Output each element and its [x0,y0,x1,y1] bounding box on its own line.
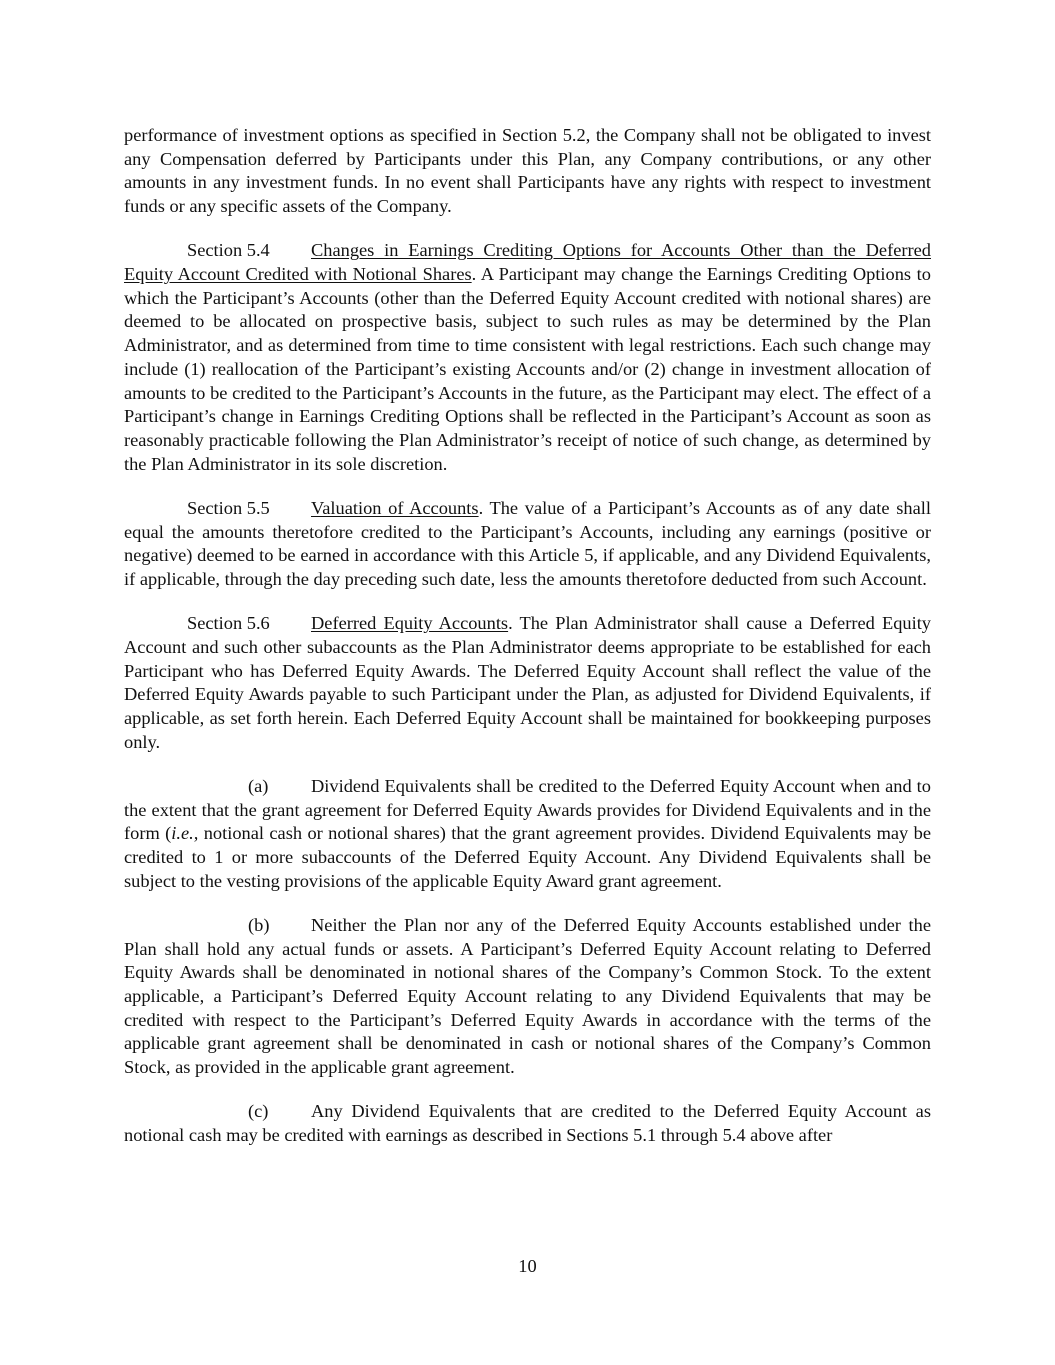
paragraph-subsection-b [124,914,931,1080]
document-page [124,124,931,1148]
paragraph-section-5-5 [124,497,931,592]
section-heading: Deferred Equity Accounts [311,613,509,634]
page-number: 10 [518,1256,537,1276]
subsection-body-cont: notional cash or notional shares) that the grant agreement provides. Dividend Equivalents may be credited to 1 or more subaccounts of the Deferred Equity Account. Any Dividend Equivalents shall be subject to the vesting provisions of the applicable Equity Award grant agreement. [124,823,931,891]
subsection-body: Neither the Plan nor any of the Deferred Equity Accounts established under the Plan shall hold any actual funds or assets. A Participant’s Deferred Equity Account relating to Deferred Equity Awards shall be denominated in notional shares of the Company’s Common Stock. To the extent applicable, a Participant’s Deferred Equity Account relating to any Dividend Equivalents that may be credited with respect to the Participant’s Deferred Equity Awards in accordance with the terms of the applicable grant agreement shall be denominated in cash or notional shares of the Company’s Common Stock, as provided in the applicable grant agreement. [124,914,931,1078]
paragraph-subsection-c [124,1100,931,1147]
paragraph-section-5-6 [124,612,931,754]
section-body: . The Plan Administrator shall cause a Deferred Equity Account and such other subaccounts as the Plan Administrator deems appropriate to be established for each Participant who has Deferred Equity Awards. The Deferred Equity Account shall reflect the value of the Deferred Equity Awards payable to such Participant under the Plan, as adjusted for Dividend Equivalents, if applicable, as set forth herein. Each Deferred Equity Account shall be maintained for bookkeeping purposes only. [124,613,932,752]
section-heading: Changes in Earnings Crediting Options for Accounts Other than the Deferred Equity Account Credited with Notional Shares [124,240,931,285]
section-label: Section 5.5 [187,497,270,518]
section-body: . The value of a Participant’s Accounts as of any date shall equal the amounts theretofore credited to the Participant’s Accounts, including any earnings (positive or negative) deemed to be earned in accordance with this Article 5, if applicable, and any Dividend Equivalents, if applicable, through the day preceding such date, less the amounts theretofore deducted from such Account. [124,497,931,589]
subsection-label: (a) [248,775,269,796]
subsection-label: (b) [248,914,270,935]
paragraph-section-5-4 [124,239,931,476]
section-body: . A Participant may change the Earnings Crediting Options to which the Participant’s Accounts (other than the Deferred Equity Account credited with notional shares) are deemed to be allocated on prospective basis, subject to such rules as may be determined by the Plan Administrator, and as determined from time to time consistent with legal restrictions. Each such change may include (1) reallocation of the Participant’s existing Accounts and/or (2) change in investment allocation of amounts to be credited to the Participant’s Accounts in the future, as the Participant may elect. The effect of a Participant’s change in Earnings Crediting Options shall be reflected in the Participant’s Account as soon as reasonably practicable following the Plan Administrator’s receipt of notice of such change, as determined by the Plan Administrator in its sole discretion. [124,264,931,474]
section-label: Section 5.4 [187,240,270,261]
section-heading: Valuation of Accounts [311,497,479,518]
subsection-body: Any Dividend Equivalents that are credited to the Deferred Equity Account as notional cash may be credited with earnings as described in Sections 5.1 through 5.4 above after [124,1101,931,1146]
paragraph-subsection-a [124,775,931,894]
paragraph-carryover: performance of investment options as specified in Section 5.2, the Company shall not be obligated to invest any Compensation deferred by Participants under this Plan, any Company contributions, or any other amounts in any investment funds. In no event shall Participants have any rights with respect to investment funds or any specific assets of the Company. [124,125,931,217]
subsection-body: Dividend Equivalents shall be credited to the Deferred Equity Account when and to the extent that the grant agreement for Deferred Equity Awards provides for Dividend Equivalents and in the form ( [124,775,931,844]
italic-ie: i.e., [171,823,199,844]
subsection-label: (c) [248,1101,269,1122]
section-label: Section 5.6 [187,613,270,634]
